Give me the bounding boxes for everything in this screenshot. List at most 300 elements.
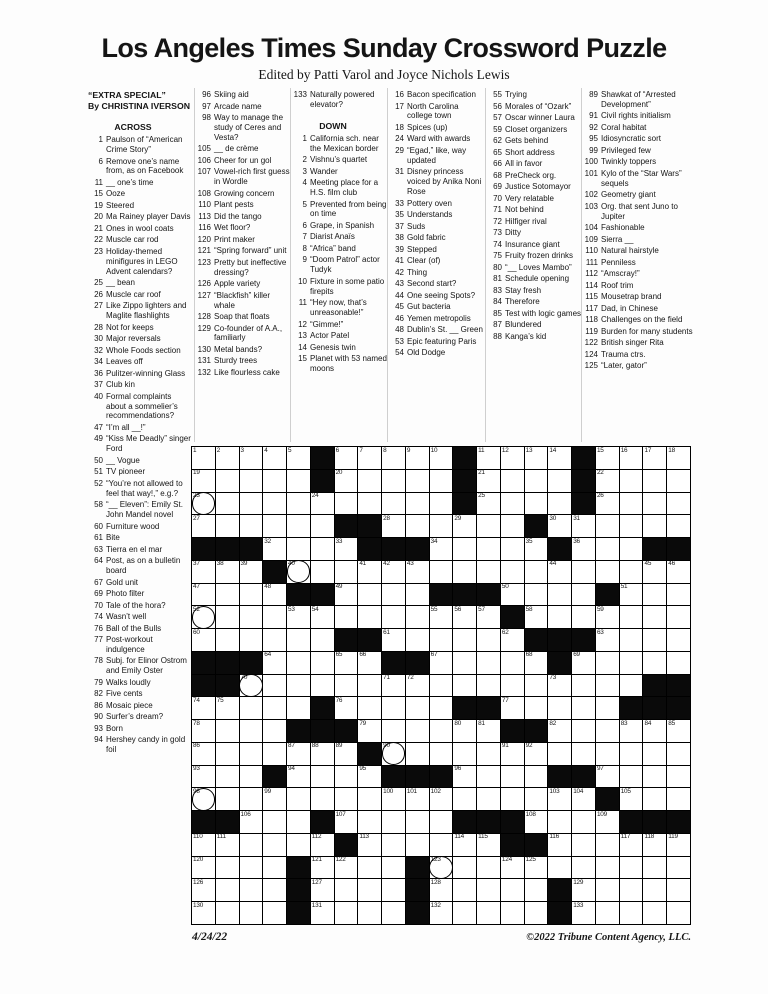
grid-cell — [263, 470, 286, 492]
clue-text: Soap that floats — [214, 312, 270, 322]
grid-cell — [667, 834, 690, 856]
clue-text: TV pioneer — [106, 467, 146, 477]
grid-cell — [548, 788, 571, 810]
grid-cell — [216, 470, 239, 492]
clue-text: Sturdy trees — [214, 356, 258, 366]
cell-number: 86 — [193, 742, 200, 750]
clue-number: 65 — [493, 147, 502, 157]
grid-cell — [596, 902, 619, 924]
grid-cell-black — [263, 766, 286, 788]
grid-cell-black — [453, 584, 476, 606]
grid-cell — [453, 561, 476, 583]
down-clue-33 — [389, 199, 485, 209]
down-clue-9 — [292, 255, 388, 275]
clue-text: One seeing Spots? — [407, 290, 476, 300]
grid-cell — [620, 766, 643, 788]
down-clue-85 — [487, 309, 583, 319]
clue-number: 106 — [197, 155, 211, 165]
clue-number: 58 — [94, 500, 103, 510]
cell-number: 75 — [216, 696, 224, 704]
across-clue-79 — [88, 678, 192, 688]
across-clue-49 — [88, 434, 192, 454]
grid-cell — [477, 538, 500, 560]
cell-number: 126 — [193, 878, 204, 886]
grid-cell-black — [382, 766, 405, 788]
clue-text: Born — [106, 723, 123, 733]
grid-cell — [311, 743, 334, 765]
grid-cell — [477, 766, 500, 788]
grid-cell-black — [406, 652, 429, 674]
grid-cell-black — [548, 652, 571, 674]
grid-cell-black — [311, 811, 334, 833]
clue-text: Roof trim — [601, 280, 634, 290]
grid-cell — [548, 857, 571, 879]
clue-text: Fixture in some patio firepits — [310, 276, 385, 296]
cell-number: 92 — [525, 742, 533, 750]
grid-cell — [572, 515, 595, 537]
cell-number: 123 — [430, 856, 441, 864]
grid-cell-black — [643, 811, 666, 833]
across-clue-107 — [196, 167, 292, 187]
grid-cell — [335, 538, 358, 560]
grid-cell — [667, 743, 690, 765]
grid-cell — [525, 788, 548, 810]
clue-text: Natural hairstyle — [601, 246, 659, 256]
across-clue-63 — [88, 545, 192, 555]
clue-number: 61 — [94, 533, 103, 543]
cell-number: 93 — [193, 765, 200, 773]
grid-cell — [453, 766, 476, 788]
cell-number: 107 — [335, 810, 346, 818]
clue-number: 128 — [197, 312, 211, 322]
clue-text: Did the tango — [214, 211, 262, 221]
grid-cell — [477, 720, 500, 742]
grid-cell — [406, 675, 429, 697]
grid-cell — [240, 811, 263, 833]
grid-cell — [406, 720, 429, 742]
across-clue-82 — [88, 689, 192, 699]
clue-text: Tierra en el mar — [106, 544, 163, 554]
grid-cell — [620, 743, 643, 765]
grid-cell — [406, 606, 429, 628]
down-clue-41 — [389, 256, 485, 266]
grid-cell — [192, 470, 215, 492]
cell-number: 106 — [240, 810, 251, 818]
grid-cell — [501, 902, 524, 924]
down-clue-100 — [583, 157, 695, 167]
down-clue-110 — [583, 246, 695, 256]
clue-text: Disney princess voiced by Anika Noni Rose — [407, 167, 482, 197]
clue-text: Dublin’s St. __ Green — [407, 325, 483, 335]
grid-cell — [572, 811, 595, 833]
clue-text: “Gimme!” — [310, 319, 344, 329]
grid-cell — [335, 584, 358, 606]
grid-cell — [430, 629, 453, 651]
cell-number: 83 — [620, 719, 628, 727]
clue-text: __ Vogue — [106, 455, 140, 465]
grid-cell — [382, 811, 405, 833]
clue-number: 124 — [584, 349, 598, 359]
grid-cell — [240, 561, 263, 583]
clue-number: 33 — [395, 198, 404, 208]
grid-cell — [382, 879, 405, 901]
down-clue-35 — [389, 210, 485, 220]
grid-cell — [525, 561, 548, 583]
grid-cell — [643, 515, 666, 537]
across-clue-69 — [88, 589, 192, 599]
down-clue-87 — [487, 320, 583, 330]
grid-cell — [382, 720, 405, 742]
clue-text: Fashionable — [601, 223, 645, 233]
clue-number: 108 — [197, 188, 211, 198]
grid-cell — [572, 606, 595, 628]
clue-text: Vowel-rich first guess in Wordle — [214, 167, 290, 187]
cell-number: 61 — [383, 628, 390, 636]
grid-cell — [643, 470, 666, 492]
clue-number: 15 — [94, 189, 103, 199]
clue-number: 54 — [395, 348, 404, 358]
down-clue-4 — [292, 178, 388, 198]
cell-number: 66 — [359, 651, 367, 659]
grid-cell — [358, 584, 381, 606]
grid-cell — [192, 447, 215, 469]
across-clue-98 — [196, 113, 292, 143]
clue-text: “Kiss Me Deadly” singer Ford — [106, 434, 191, 454]
clue-number: 39 — [395, 244, 404, 254]
grid-cell — [406, 811, 429, 833]
grid-cell-black — [192, 675, 215, 697]
grid-cell — [643, 629, 666, 651]
clue-number: 131 — [197, 356, 211, 366]
grid-cell — [501, 675, 524, 697]
down-clue-10 — [292, 277, 388, 297]
clue-text: Formal complaints about a sommelier’s recommendations? — [106, 391, 178, 421]
crossword-grid — [191, 446, 691, 925]
grid-cell — [477, 879, 500, 901]
grid-cell — [263, 538, 286, 560]
grid-cell-black — [477, 811, 500, 833]
grid-cell — [358, 697, 381, 719]
grid-cell — [287, 834, 310, 856]
across-clue-132 — [196, 368, 292, 378]
down-clue-95 — [583, 134, 695, 144]
down-clue-122 — [583, 338, 695, 348]
grid-cell — [263, 902, 286, 924]
cell-number: 80 — [454, 719, 462, 727]
grid-cell — [477, 561, 500, 583]
down-clue-68 — [487, 171, 583, 181]
clue-number: 11 — [94, 177, 103, 187]
clue-text: Post-workout indulgence — [106, 635, 153, 654]
grid-cell — [453, 879, 476, 901]
grid-cell — [596, 561, 619, 583]
grid-cell — [525, 447, 548, 469]
grid-cell-black — [572, 766, 595, 788]
clue-text: “Spring forward” unit — [214, 246, 287, 256]
clue-column-5 — [487, 90, 583, 343]
clue-text: Thing — [407, 267, 428, 277]
across-clue-86 — [88, 701, 192, 711]
clue-number: 47 — [94, 422, 103, 432]
grid-cell-black — [620, 811, 643, 833]
clue-text: Test with logic games — [505, 308, 582, 318]
grid-cell — [477, 652, 500, 674]
grid-cell — [358, 788, 381, 810]
clue-text: Morales of “Ozark” — [505, 101, 572, 111]
grid-cell — [240, 606, 263, 628]
clue-text: Suds — [407, 221, 426, 231]
grid-cell — [572, 879, 595, 901]
down-clue-42 — [389, 268, 485, 278]
grid-cell-black — [643, 675, 666, 697]
clue-text: “Africa” band — [310, 243, 356, 253]
across-clue-70 — [88, 601, 192, 611]
clue-text: Epic featuring Paris — [407, 336, 477, 346]
grid-cell — [525, 470, 548, 492]
cell-number: 31 — [573, 514, 580, 522]
cell-number: 128 — [430, 878, 441, 886]
grid-cell-black — [263, 561, 286, 583]
clue-text: Furniture wood — [106, 521, 160, 531]
grid-cell — [501, 788, 524, 810]
cell-number: 27 — [193, 514, 200, 522]
across-clue-76 — [88, 624, 192, 634]
clue-text: Skiing aid — [214, 90, 249, 99]
grid-cell — [525, 584, 548, 606]
grid-cell — [430, 743, 453, 765]
clue-text: Gets behind — [505, 136, 549, 145]
clue-number: 2 — [302, 155, 307, 165]
grid-cell — [216, 720, 239, 742]
down-clue-73 — [487, 228, 583, 238]
grid-cell — [430, 493, 453, 515]
grid-cell — [501, 743, 524, 765]
grid-cell — [358, 561, 381, 583]
down-clue-54 — [389, 348, 485, 358]
across-clue-90 — [88, 712, 192, 722]
grid-cell — [358, 902, 381, 924]
grid-cell — [287, 470, 310, 492]
down-clue-119 — [583, 327, 695, 337]
clue-text: Stay fresh — [505, 285, 542, 295]
grid-cell — [548, 470, 571, 492]
down-clue-46 — [389, 314, 485, 324]
grid-cell — [240, 788, 263, 810]
grid-cell — [667, 584, 690, 606]
grid-cell — [311, 515, 334, 537]
clue-text: Hershey candy in gold foil — [106, 735, 186, 755]
cell-number: 82 — [549, 719, 557, 727]
down-clue-62 — [487, 136, 583, 146]
grid-cell — [192, 879, 215, 901]
grid-cell — [358, 493, 381, 515]
grid-cell — [287, 493, 310, 515]
clue-number: 92 — [589, 122, 598, 132]
clue-number: 69 — [493, 182, 502, 191]
clue-column-3 — [292, 90, 388, 376]
grid-cell — [240, 584, 263, 606]
cell-number: 47 — [193, 583, 200, 591]
cell-number: 122 — [335, 856, 346, 864]
grid-cell — [525, 675, 548, 697]
clue-text: Steered — [106, 200, 135, 210]
across-clue-30 — [88, 334, 192, 344]
across-clue-116 — [196, 223, 292, 233]
clue-number: 5 — [302, 199, 307, 209]
cell-number: 45 — [644, 560, 652, 568]
cell-number: 3 — [240, 446, 244, 454]
across-clue-32 — [88, 346, 192, 356]
grid-cell-black — [287, 584, 310, 606]
clue-text: Major reversals — [106, 334, 161, 344]
clue-number: 48 — [395, 325, 404, 335]
grid-cell — [453, 675, 476, 697]
clue-text: Penniless — [601, 257, 636, 267]
clue-number: 119 — [585, 326, 598, 336]
grid-cell-black — [643, 697, 666, 719]
grid-cell — [382, 697, 405, 719]
grid-cell — [358, 675, 381, 697]
grid-cell-black — [358, 743, 381, 765]
grid-cell — [430, 675, 453, 697]
clue-text: “Hey now, that’s unreasonable!” — [310, 298, 367, 318]
grid-cell — [620, 629, 643, 651]
across-clue-61 — [88, 533, 192, 543]
grid-cell — [548, 493, 571, 515]
clue-number: 41 — [395, 256, 404, 266]
grid-cell — [335, 606, 358, 628]
grid-cell — [192, 743, 215, 765]
grid-cell-black — [192, 811, 215, 833]
grid-cell — [596, 538, 619, 560]
clue-text: Ditty — [505, 228, 521, 237]
grid-cell — [382, 515, 405, 537]
grid-cell — [192, 834, 215, 856]
clue-text: Whole Foods section — [106, 345, 181, 355]
grid-cell — [335, 902, 358, 924]
grid-cell — [620, 470, 643, 492]
down-header: DOWN — [319, 120, 347, 131]
grid-cell — [667, 493, 690, 515]
grid-cell — [548, 584, 571, 606]
cell-circle — [192, 606, 216, 629]
clue-text: Mousetrap brand — [601, 292, 662, 302]
grid-cell — [501, 470, 524, 492]
down-clue-59 — [487, 125, 583, 135]
clue-number: 102 — [584, 190, 598, 200]
grid-cell-black — [287, 879, 310, 901]
clue-number: 12 — [298, 319, 307, 329]
clue-number: 122 — [584, 338, 598, 348]
cell-number: 121 — [311, 856, 322, 864]
cell-number: 20 — [335, 469, 343, 477]
grid-cell — [430, 788, 453, 810]
clue-text: Diarist Anaïs — [310, 232, 355, 242]
grid-cell — [620, 652, 643, 674]
cell-number: 97 — [596, 765, 604, 773]
clue-number: 109 — [584, 234, 598, 244]
grid-cell — [477, 834, 500, 856]
cell-number: 36 — [573, 537, 580, 545]
grid-cell — [525, 606, 548, 628]
clue-number: 72 — [493, 216, 502, 226]
grid-cell — [525, 811, 548, 833]
grid-cell — [572, 538, 595, 560]
grid-cell — [525, 493, 548, 515]
grid-cell — [406, 493, 429, 515]
grid-cell — [240, 857, 263, 879]
clue-text: Blundered — [505, 320, 542, 329]
across-clue-64 — [88, 556, 192, 576]
grid-cell — [620, 493, 643, 515]
grid-cell — [382, 606, 405, 628]
clue-text: Co-founder of A.A., familiarly — [214, 323, 283, 343]
down-clue-91 — [583, 111, 695, 121]
clue-text: “Doom Patrol” actor Tudyk — [310, 255, 380, 275]
grid-cell — [620, 606, 643, 628]
grid-cell — [477, 743, 500, 765]
grid-cell — [596, 652, 619, 674]
grid-cell — [335, 879, 358, 901]
clue-number: 82 — [94, 689, 103, 699]
clue-text: “Egad,” like, way updated — [407, 145, 467, 165]
cell-number: 96 — [454, 765, 462, 773]
clue-text: Oscar winner Laura — [505, 113, 575, 122]
grid-cell-black — [453, 697, 476, 719]
clue-number: 101 — [584, 168, 598, 178]
cell-number: 1 — [193, 446, 197, 454]
cell-number: 116 — [549, 833, 560, 841]
down-clue-31 — [389, 167, 485, 197]
grid-cell — [477, 857, 500, 879]
grid-cell — [620, 788, 643, 810]
grid-cell — [192, 561, 215, 583]
down-clue-45 — [389, 302, 485, 312]
across-clue-26 — [88, 290, 192, 300]
cell-number: 91 — [501, 742, 509, 750]
grid-cell — [240, 470, 263, 492]
cell-number: 89 — [335, 742, 343, 750]
grid-cell — [358, 766, 381, 788]
clue-number: 98 — [202, 113, 211, 122]
grid-cell-black — [501, 606, 524, 628]
grid-cell — [287, 811, 310, 833]
grid-cell-black — [525, 515, 548, 537]
cell-number: 78 — [193, 719, 200, 727]
clue-number: 115 — [585, 292, 598, 302]
grid-cell — [525, 697, 548, 719]
grid-cell — [501, 652, 524, 674]
cell-number: 57 — [478, 605, 485, 613]
clue-text: Gold fabric — [407, 233, 446, 243]
cell-number: 110 — [193, 833, 203, 841]
grid-cell — [643, 561, 666, 583]
clue-number: 53 — [395, 336, 404, 346]
down-clue-5 — [292, 200, 388, 220]
grid-cell — [382, 447, 405, 469]
grid-cell — [287, 766, 310, 788]
grid-cell-black — [335, 629, 358, 651]
grid-cell — [430, 697, 453, 719]
grid-cell — [406, 584, 429, 606]
grid-cell — [335, 493, 358, 515]
across-clue-110 — [196, 200, 292, 210]
clue-text: Justice Sotomayor — [505, 182, 571, 191]
clue-text: Planet with 53 named moons — [310, 354, 387, 374]
clue-text: Vishnu’s quartet — [310, 155, 368, 165]
clue-number: 4 — [302, 178, 307, 188]
cell-number: 14 — [549, 446, 557, 454]
